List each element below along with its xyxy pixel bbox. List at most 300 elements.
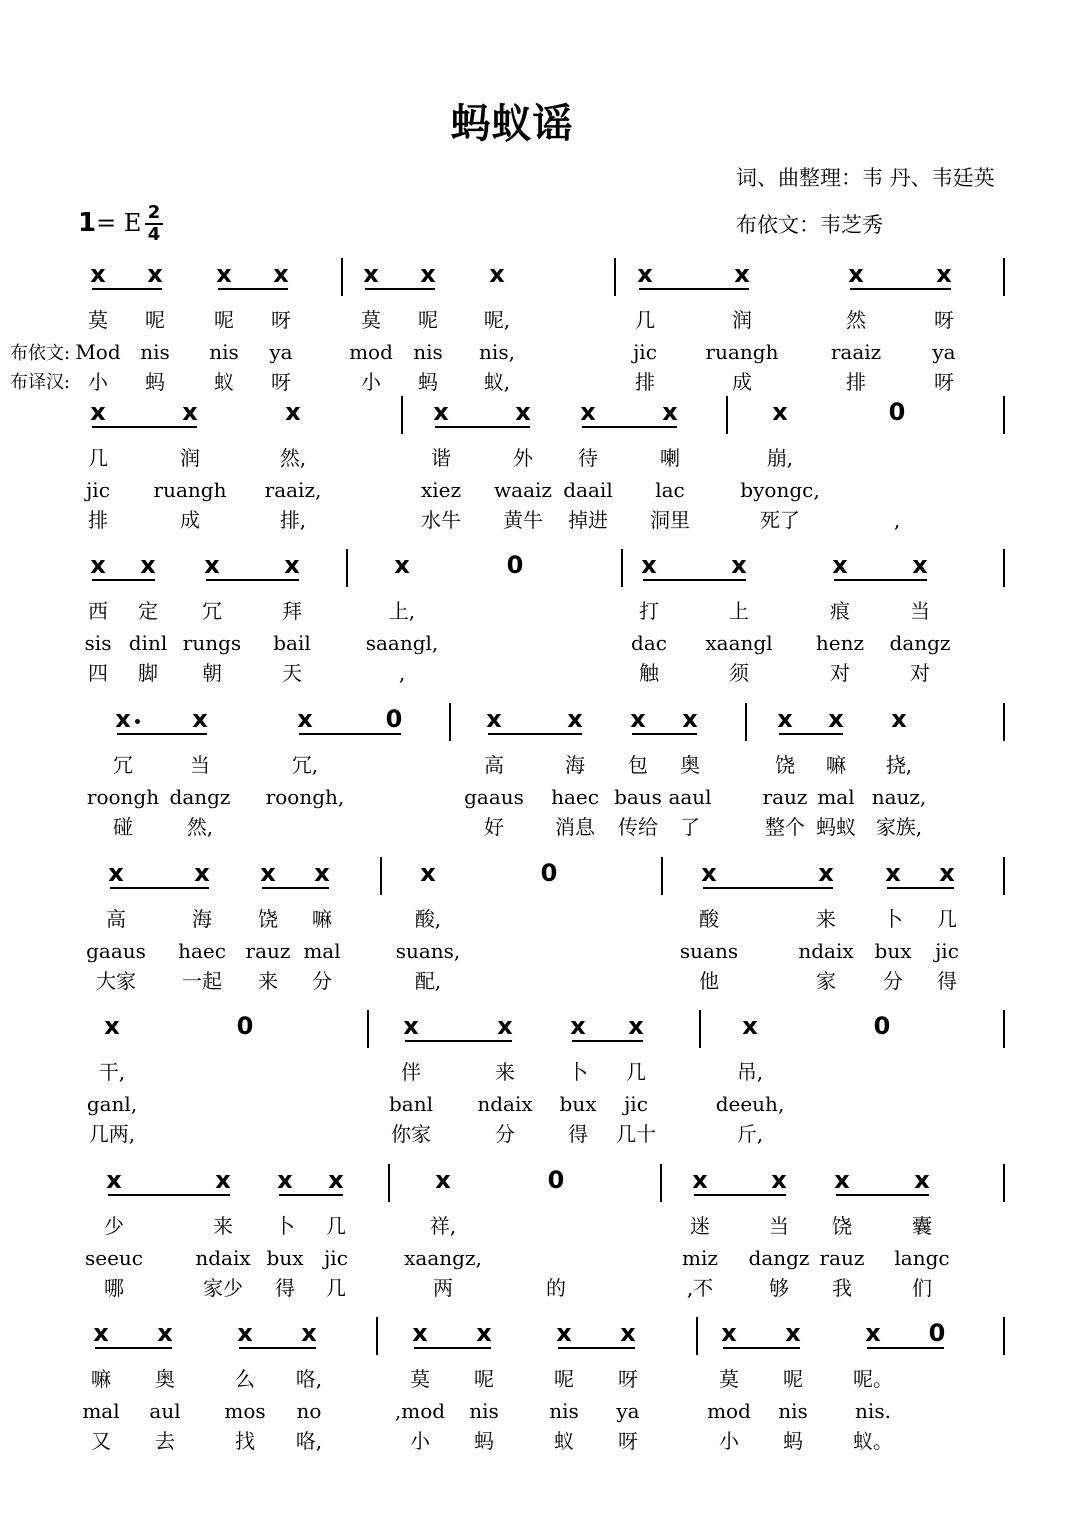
lyric-chinese: 润	[180, 446, 200, 470]
rhythm-note: x	[157, 1319, 173, 1347]
lyric-translation: 哪	[104, 1276, 124, 1300]
score-system	[0, 1164, 1080, 1314]
beam-line	[887, 887, 954, 889]
lyric-translation: 两	[433, 1276, 453, 1300]
lyric-translation: 们	[912, 1276, 932, 1300]
rhythm-note: x	[939, 859, 955, 887]
bouyei-text-credit: 布依文：韦芝秀	[736, 213, 883, 237]
beam-line	[703, 887, 833, 889]
barline	[341, 258, 343, 296]
lyric-translation: 成	[180, 508, 200, 532]
barline	[621, 549, 623, 587]
rhythm-note: x	[772, 398, 788, 426]
lyric-bouyei: nis.	[855, 1399, 891, 1423]
label-bouyei-translation: 布译汉:	[10, 372, 71, 393]
lyric-translation: 蚁	[554, 1429, 574, 1453]
lyric-chinese: 莫	[410, 1367, 430, 1391]
beam-line	[92, 579, 155, 581]
lyric-bouyei: sis	[84, 631, 112, 655]
lyric-translation: 呀	[934, 370, 954, 394]
lyric-bouyei: rungs	[182, 631, 242, 655]
lyric-translation: 家少	[203, 1276, 243, 1300]
rest-note: 0	[888, 398, 906, 426]
rest-note: 0	[385, 705, 403, 733]
lyric-bouyei: aul	[149, 1399, 181, 1423]
beam-line	[639, 288, 749, 290]
lyric-translation: 得	[568, 1122, 588, 1146]
lyric-bouyei: dangz	[169, 785, 231, 809]
lyric-chinese: 嘛	[826, 753, 846, 777]
beam-line	[643, 579, 746, 581]
lyric-bouyei: dinl	[128, 631, 168, 655]
lyric-chinese: 囊	[912, 1214, 932, 1238]
score-system	[0, 258, 1080, 408]
score-system	[0, 396, 1080, 546]
lyric-translation: 对	[910, 661, 930, 685]
lyric-translation: 消息	[555, 815, 595, 839]
beam-line	[558, 1347, 635, 1349]
lyric-translation: 整个	[765, 815, 805, 839]
score-system	[0, 549, 1080, 699]
rhythm-note: x	[630, 705, 646, 733]
barline	[661, 857, 663, 895]
barline	[401, 396, 403, 434]
lyric-chinese: 待	[578, 446, 598, 470]
lyric-translation: 家族,	[875, 815, 923, 839]
lyric-chinese: 呢	[418, 308, 438, 332]
beam-line	[572, 1040, 643, 1042]
lyric-translation: 朝	[202, 661, 222, 685]
lyric-chinese: 莫	[719, 1367, 739, 1391]
lyric-translation: 脚	[138, 661, 158, 685]
rhythm-note: x	[936, 260, 952, 288]
lyric-translation: ,	[398, 661, 406, 685]
lyric-bouyei: saangl,	[365, 631, 439, 655]
rhythm-note: x	[721, 1319, 737, 1347]
lyric-bouyei: suans	[679, 939, 739, 963]
rhythm-note: x	[777, 705, 793, 733]
beam-line	[108, 1194, 230, 1196]
rest-note: 0	[873, 1012, 891, 1040]
beam-line	[694, 1194, 786, 1196]
lyric-bouyei: daail	[563, 478, 613, 502]
lyric-bouyei: banl	[388, 1092, 433, 1116]
rhythm-note: x	[285, 398, 301, 426]
lyric-translation: 蚂	[474, 1429, 494, 1453]
lyric-translation: 传给	[618, 815, 658, 839]
rhythm-note: x	[104, 1012, 120, 1040]
lyric-bouyei: roongh,	[265, 785, 345, 809]
rhythm-note: x	[818, 859, 834, 887]
rhythm-note: x	[885, 859, 901, 887]
lyric-chinese: 冗	[202, 599, 222, 623]
lyric-bouyei: seeuc	[84, 1246, 144, 1270]
lyric-translation: 蚁	[214, 370, 234, 394]
lyric-bouyei: nis	[549, 1399, 579, 1423]
rhythm-note: x	[570, 1012, 586, 1040]
lyric-bouyei: jic	[86, 478, 110, 502]
rhythm-note: x	[433, 398, 449, 426]
lyric-translation: 家	[816, 969, 836, 993]
beam-line	[414, 1347, 491, 1349]
lyric-translation: 了	[680, 815, 700, 839]
rhythm-note: x	[420, 859, 436, 887]
lyric-bouyei: ya	[269, 340, 293, 364]
time-signature	[145, 203, 163, 245]
beam-line	[723, 1347, 800, 1349]
lyric-chinese: 卜	[883, 907, 903, 931]
lyric-bouyei: nis	[469, 1399, 499, 1423]
lyric-translation: ,不	[686, 1276, 714, 1300]
lyric-bouyei: suans,	[395, 939, 461, 963]
key-name: = E	[96, 209, 142, 237]
lyric-bouyei: rauz	[819, 1246, 865, 1270]
lyric-translation: 小	[88, 370, 108, 394]
lyric-chinese: 干,	[98, 1060, 126, 1084]
lyric-chinese: 冗	[113, 753, 133, 777]
rhythm-note: x	[108, 859, 124, 887]
lyric-chinese: 当	[190, 753, 210, 777]
lyric-chinese: 呀	[618, 1367, 638, 1391]
rhythm-note: x	[182, 398, 198, 426]
lyric-bouyei: byongc,	[740, 478, 820, 502]
rhythm-note: x	[848, 260, 864, 288]
lyric-translation: 黄牛	[503, 508, 543, 532]
rhythm-note: x	[284, 551, 300, 579]
lyric-chinese: 冗,	[291, 753, 319, 777]
time-signature-top: 2	[145, 203, 163, 225]
lyric-bouyei: jic	[324, 1246, 348, 1270]
rhythm-note: x	[237, 1319, 253, 1347]
lyric-chinese: 伴	[401, 1060, 421, 1084]
barline	[1003, 549, 1005, 587]
lyric-chinese: 定	[138, 599, 158, 623]
score-system	[0, 857, 1080, 1007]
rhythm-note: x	[662, 398, 678, 426]
lyric-bouyei: jic	[624, 1092, 648, 1116]
lyric-bouyei: bux	[559, 1092, 597, 1116]
lyric-chinese: 呢	[145, 308, 165, 332]
lyric-chinese: 润	[732, 308, 752, 332]
rest-note: 0	[540, 859, 558, 887]
rhythm-note: x	[277, 1166, 293, 1194]
lyric-bouyei: nis	[140, 340, 170, 364]
beam-line	[279, 1194, 343, 1196]
lyric-translation: 的	[546, 1276, 566, 1300]
lyric-translation: 小	[361, 370, 381, 394]
rhythm-note: x	[260, 859, 276, 887]
lyric-chinese: 海	[565, 753, 585, 777]
rhythm-note: x	[771, 1166, 787, 1194]
lyric-chinese: 几	[326, 1214, 346, 1238]
lyric-bouyei: nis	[778, 1399, 808, 1423]
lyric-translation: 配,	[414, 969, 442, 993]
lyric-translation: 一起	[182, 969, 222, 993]
lyric-bouyei: langc	[894, 1246, 950, 1270]
lyric-chinese: 高	[106, 907, 126, 931]
barline	[726, 396, 728, 434]
lyric-chinese: 外	[513, 446, 533, 470]
score-system	[0, 1317, 1080, 1467]
lyric-bouyei: jic	[633, 340, 657, 364]
lyric-chinese: 几	[626, 1060, 646, 1084]
lyric-translation: 得	[275, 1276, 295, 1300]
lyric-chinese: 几	[937, 907, 957, 931]
lyric-chinese: 痕	[830, 599, 850, 623]
barline	[1003, 1010, 1005, 1048]
lyric-translation: 排	[846, 370, 866, 394]
song-title: 蚂蚁谣	[450, 101, 574, 147]
rhythm-note: x	[435, 1166, 451, 1194]
barline	[367, 1010, 369, 1048]
lyric-bouyei: nis,	[479, 340, 515, 364]
lyric-chinese: 迷	[690, 1214, 710, 1238]
lyric-chinese: 奥	[155, 1367, 175, 1391]
rhythm-note: x	[140, 551, 156, 579]
lyric-translation: 几两,	[88, 1122, 136, 1146]
lyric-translation: 斤,	[736, 1122, 764, 1146]
rhythm-note: x	[515, 398, 531, 426]
rhythm-note: x	[912, 551, 928, 579]
beam-line	[834, 579, 927, 581]
barline	[1003, 258, 1005, 296]
lyric-chinese: 呀	[271, 308, 291, 332]
lyric-bouyei: dangz	[889, 631, 951, 655]
rhythm-note: x	[90, 260, 106, 288]
barline	[745, 703, 747, 741]
lyric-bouyei: jic	[935, 939, 959, 963]
key-signature	[78, 208, 141, 238]
lyric-chinese: 来	[495, 1060, 515, 1084]
rhythm-note: x	[742, 1012, 758, 1040]
lyric-bouyei: mod	[707, 1399, 751, 1423]
lyric-chinese: 崩,	[766, 446, 794, 470]
lyric-bouyei: xaangz,	[404, 1246, 482, 1270]
lyric-translation: 够	[769, 1276, 789, 1300]
lyric-chinese: 当	[769, 1214, 789, 1238]
lyric-bouyei: miz	[682, 1246, 718, 1270]
lyric-translation: 死了	[760, 508, 800, 532]
lyric-bouyei: mal	[303, 939, 341, 963]
rhythm-note: x	[497, 1012, 513, 1040]
lyric-translation: 然,	[186, 815, 214, 839]
lyric-bouyei: haec	[551, 785, 599, 809]
lyric-chinese: 嘛	[312, 907, 332, 931]
barline	[376, 1317, 378, 1355]
barline	[1003, 857, 1005, 895]
lyric-bouyei: gaaus	[464, 785, 524, 809]
lyric-translation: 呀	[271, 370, 291, 394]
lyric-chinese: 上,	[388, 599, 416, 623]
rhythm-note: x	[301, 1319, 317, 1347]
lyric-chinese: 卜	[568, 1060, 588, 1084]
lyric-translation: 水牛	[421, 508, 461, 532]
rest-note: 0	[928, 1319, 946, 1347]
label-bouyei-text: 布依文:	[10, 343, 71, 364]
lyric-translation: 大家	[96, 969, 136, 993]
lyric-translation: 几	[326, 1276, 346, 1300]
lyric-bouyei: mal	[82, 1399, 120, 1423]
lyric-translation: 蚂	[783, 1429, 803, 1453]
lyric-bouyei: waaiz	[494, 478, 552, 502]
lyric-chinese: 几	[635, 308, 655, 332]
barline	[696, 1317, 698, 1355]
lyric-chinese: 挠,	[885, 753, 913, 777]
lyric-translation: 四	[88, 661, 108, 685]
lyric-translation: 洞里	[650, 508, 690, 532]
lyric-chinese: 然	[846, 308, 866, 332]
barline	[1003, 1317, 1005, 1355]
beam-line	[110, 887, 209, 889]
lyric-bouyei: ruangh	[153, 478, 227, 502]
lyric-bouyei: mal	[817, 785, 855, 809]
barline	[346, 549, 348, 587]
augmentation-dot	[135, 719, 140, 724]
lyric-chinese: 饶	[775, 753, 795, 777]
beam-line	[299, 733, 401, 735]
barline	[614, 258, 616, 296]
lyric-chinese: 莫	[88, 308, 108, 332]
lyric-translation: 分	[883, 969, 903, 993]
lyric-bouyei: lac	[655, 478, 685, 502]
rhythm-note: x	[891, 705, 907, 733]
rhythm-note: x	[628, 1012, 644, 1040]
lyric-bouyei: bux	[266, 1246, 304, 1270]
lyric-chinese: 喇	[660, 446, 680, 470]
rhythm-note: x	[194, 859, 210, 887]
score-system	[0, 703, 1080, 853]
beam-line	[239, 1347, 316, 1349]
lyric-chinese: 拜	[282, 599, 302, 623]
lyric-translation: 去	[155, 1429, 175, 1453]
barline	[660, 1164, 662, 1202]
lyric-bouyei: haec	[178, 939, 226, 963]
rhythm-note: x	[204, 551, 220, 579]
rhythm-note: x	[297, 705, 313, 733]
lyric-translation: 分	[495, 1122, 515, 1146]
lyric-bouyei: dac	[631, 631, 667, 655]
lyric-translation: 咯,	[295, 1429, 323, 1453]
rhythm-note: x	[682, 705, 698, 733]
lyric-translation: 蚁,	[483, 370, 511, 394]
lyric-bouyei: gaaus	[86, 939, 146, 963]
lyric-chinese: 饶	[832, 1214, 852, 1238]
barline	[380, 857, 382, 895]
lyric-bouyei: rauz	[762, 785, 808, 809]
score-system	[0, 1010, 1080, 1160]
beam-line	[836, 1194, 929, 1196]
lyric-chinese: 来	[816, 907, 836, 931]
rhythm-note: x	[637, 260, 653, 288]
lyric-chinese: 酸	[699, 907, 719, 931]
rhythm-note: x	[692, 1166, 708, 1194]
lyric-chinese: 呢	[783, 1367, 803, 1391]
lyric-translation: 小	[410, 1429, 430, 1453]
lyric-bouyei: deeuh,	[715, 1092, 785, 1116]
rhythm-note: x	[731, 551, 747, 579]
lyric-chinese: 呀	[934, 308, 954, 332]
lyric-chinese: 海	[192, 907, 212, 931]
rhythm-note: x	[216, 260, 232, 288]
lyric-bouyei: baus	[614, 785, 662, 809]
rhythm-note: x	[147, 260, 163, 288]
lyric-translation: 又	[91, 1429, 111, 1453]
lyric-translation: 掉进	[568, 508, 608, 532]
rest-note: 0	[547, 1166, 565, 1194]
barline	[699, 1010, 701, 1048]
beam-line	[365, 288, 435, 290]
lyric-translation: 蚂	[145, 370, 165, 394]
rhythm-note: x	[476, 1319, 492, 1347]
lyric-bouyei: ndaix	[195, 1246, 251, 1270]
beam-line	[92, 426, 197, 428]
lyric-bouyei: ya	[932, 340, 956, 364]
beam-line	[218, 288, 288, 290]
rhythm-note: x	[363, 260, 379, 288]
rhythm-note: x	[93, 1319, 109, 1347]
rhythm-note: x	[192, 705, 208, 733]
lyric-chinese: 酸,	[414, 907, 442, 931]
lyric-bouyei: dangz	[748, 1246, 810, 1270]
lyric-chinese: 谐	[431, 446, 451, 470]
barline	[1003, 396, 1005, 434]
lyric-chinese: 当	[910, 599, 930, 623]
beam-line	[632, 733, 697, 735]
lyric-chinese: 么	[235, 1367, 255, 1391]
rhythm-note: x	[785, 1319, 801, 1347]
lyric-translation: 排	[635, 370, 655, 394]
rhythm-note: x	[314, 859, 330, 887]
rhythm-note: x	[90, 398, 106, 426]
lyric-bouyei: henz	[815, 631, 865, 655]
lyric-translation: 蚂	[418, 370, 438, 394]
rhythm-note: x	[556, 1319, 572, 1347]
lyric-chinese: 饶	[258, 907, 278, 931]
rhythm-note: x	[865, 1319, 881, 1347]
rest-note: 0	[506, 551, 524, 579]
rhythm-note: x	[273, 260, 289, 288]
barline	[1003, 703, 1005, 741]
beam-line	[488, 733, 582, 735]
lyric-chinese: 祥,	[429, 1214, 457, 1238]
lyric-bouyei: ya	[616, 1399, 640, 1423]
lyric-translation: 你家	[391, 1122, 431, 1146]
lyric-chinese: 西	[88, 599, 108, 623]
lyric-translation: 分	[312, 969, 332, 993]
rhythm-note: x	[412, 1319, 428, 1347]
lyric-chinese: 卜	[275, 1214, 295, 1238]
lyric-chinese: 几	[88, 446, 108, 470]
beam-line	[92, 288, 162, 290]
lyric-chinese: 包	[628, 753, 648, 777]
time-signature-bottom: 4	[147, 224, 161, 245]
lyric-translation: 几十	[616, 1122, 656, 1146]
lyric-bouyei: ganl,	[86, 1092, 138, 1116]
lyric-bouyei: mod	[349, 340, 393, 364]
lyric-chinese: 呢	[554, 1367, 574, 1391]
rhythm-note: x	[486, 705, 502, 733]
lyric-chinese: 然,	[279, 446, 307, 470]
lyric-bouyei: raaiz	[830, 340, 882, 364]
lyric-chinese: 来	[213, 1214, 233, 1238]
lyric-bouyei: xaangl	[705, 631, 773, 655]
lyric-translation: 我	[832, 1276, 852, 1300]
rhythm-note: x	[420, 260, 436, 288]
beam-line	[779, 733, 843, 735]
lyric-bouyei: ruangh	[705, 340, 779, 364]
beam-line	[850, 288, 951, 290]
barline	[1003, 1164, 1005, 1202]
